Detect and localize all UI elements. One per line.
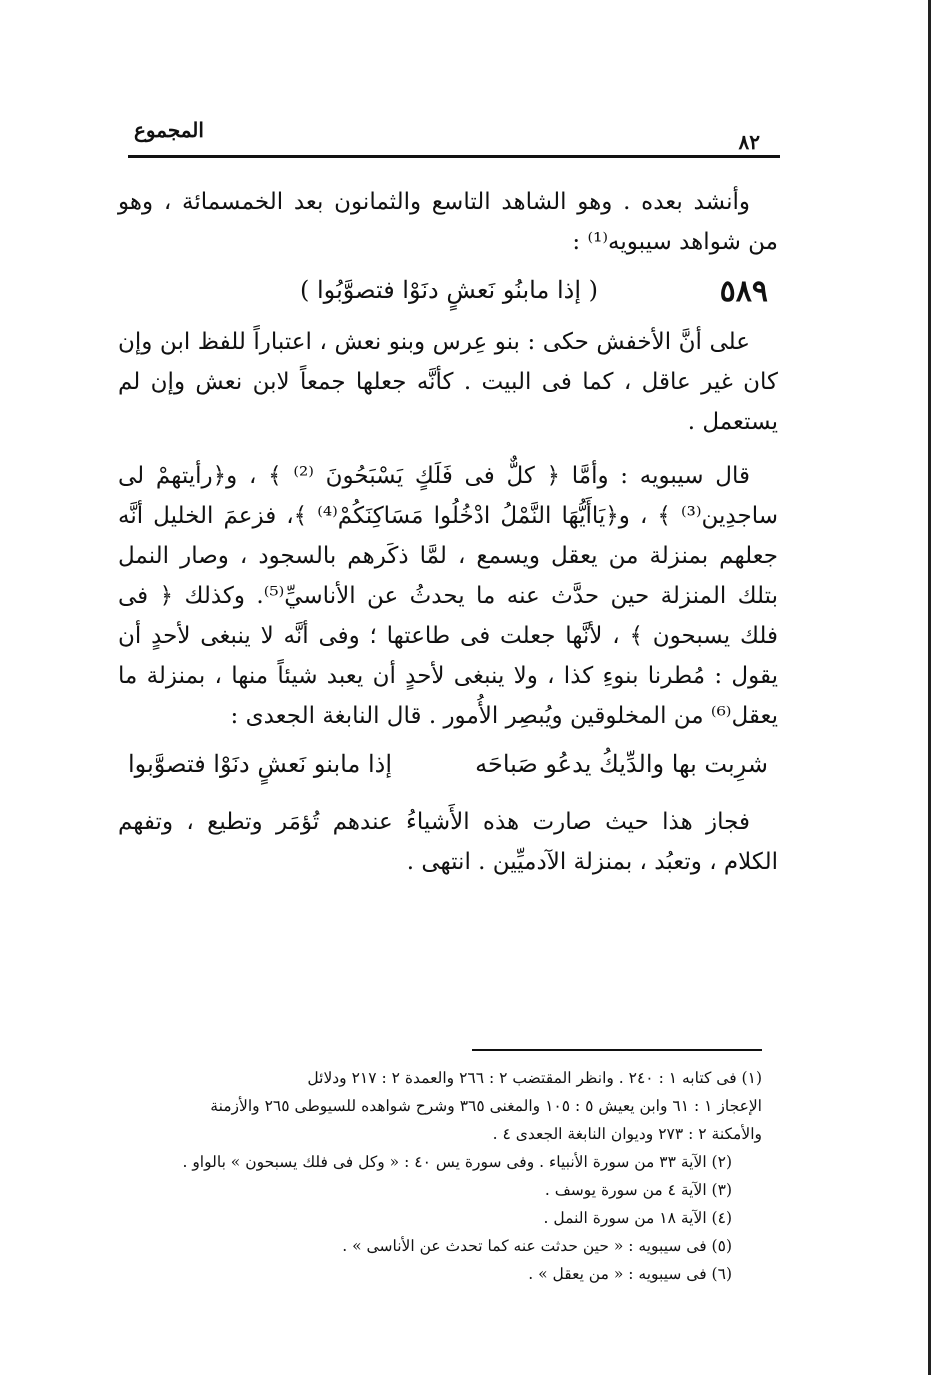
- paragraph: فجاز هذا حيث صارت هذه الأَشياءُ عندهم تُؤمَر وتطيع ، وتفهم الكلام ، وتعبُد ، بمنزلة الآدميِّين . انتهى .: [118, 809, 778, 875]
- footnote-line: (٦) فى سيبويه : « من يعقل » .: [528, 1265, 732, 1283]
- poetry-couplet: [118, 742, 778, 794]
- footnote-line: الإعجاز ١ : ٦١ وابن يعيش ٥ : ١٠٥ والمغنى ٣٦٥ وشرح شواهده للسيوطى ٢٦٥ والأزمنة: [210, 1097, 762, 1115]
- verse-text: ( إذا مابنُو نَعشٍ دنَوْا فتصوَّبُوا ): [300, 276, 598, 304]
- page-number: ٨٢: [738, 130, 760, 154]
- running-title: المجموع: [134, 118, 204, 142]
- paragraph: على أنَّ الأخفش حكى : بنو عِرس وبنو نعش ، اعتباراً للفظ ابن وإن كان غير عاقل ، كما فى البيت . كأنَّه جعلها جمعاً لابن نعش وإن لم يستعمل .: [118, 329, 778, 435]
- intro-paragraph: وأنشد بعده . وهو الشاهد التاسع والثمانون بعد الخمسمائة ، وهو من شواهد سيبويه⁽¹⁾ :: [118, 189, 778, 255]
- first-hemistich: شرِبت بها والدِّيكُ يدعُو صَباحَه: [475, 750, 768, 778]
- main-text: [118, 182, 778, 882]
- footnote-line: (٥) فى سيبويه : « حين حدثت عنه كما تحدث عن الأناسى » .: [342, 1237, 732, 1255]
- header-rule: [128, 155, 780, 158]
- footnote-line: والأمكنة ٢ : ٢٧٣ وديوان النابغة الجعدى ٤ .: [492, 1125, 762, 1143]
- footnote-line: (٤) الآية ١٨ من سورة النمل .: [543, 1209, 732, 1227]
- page-edge-line: [928, 0, 931, 1375]
- verse-number: ٥٨٩: [719, 274, 768, 309]
- footnotes: [100, 1064, 762, 1288]
- paragraph-gap: [118, 442, 778, 456]
- footnote-line: (١) فى كتابه ١ : ٢٤٠ . وانظر المقتضب ٢ : ٢٦٦ والعمدة ٢ : ٢١٧ ودلائل: [307, 1069, 762, 1087]
- paragraph: قال سيبويه : وأمَّا ﴿ كلٌّ فى فَلَكٍ يَسْبَحُونَ ⁽²⁾ ﴾ ، و﴿رأيتهمْ لى ساجدِين⁽³⁾ ﴾ ، و﴿يَاأَيُّهَا النَّمْلُ ادْخُلُوا مَسَاكِنَكُمْ⁽⁴⁾ ﴾، فزعمَ الخليل أنَّه جعلهم بمنزلة من يعقل ويسمع ، لمَّا ذكَرهم بالسجود ، وصار النمل بتلك المنزلة حين حدَّث عنه ما يحدثُ عن الأناسيِّ⁽⁵⁾. وكذلك ﴿ فى فلك يسبحون ﴾ ، لأنَّها جعلت فى طاعتها ؛ وفى أنَّه لا ينبغى لأحدٍ أن يقول : مُطرنا بنوءِ كذا ، ولا ينبغى لأحدٍ أن يعبد شيئاً منها ، بمنزلة ما يعقل⁽⁶⁾ من المخلوقين ويُبصِر الأُمور . قال النابغة الجعدى :: [118, 463, 779, 729]
- running-head: [128, 112, 780, 152]
- second-hemistich: إذا مابنو نَعشٍ دنَوْا فتصوَّبوا: [128, 750, 392, 778]
- footnote-line: (٣) الآية ٤ من سورة يوسف .: [544, 1181, 732, 1199]
- footnote-rule: [472, 1049, 762, 1051]
- verse-line: [118, 268, 778, 316]
- footnote-line: (٢) الآية ٣٣ من سورة الأنبياء . وفى سورة يس ٤٠ : « وكل فى فلك يسبحون » بالواو .: [182, 1153, 732, 1171]
